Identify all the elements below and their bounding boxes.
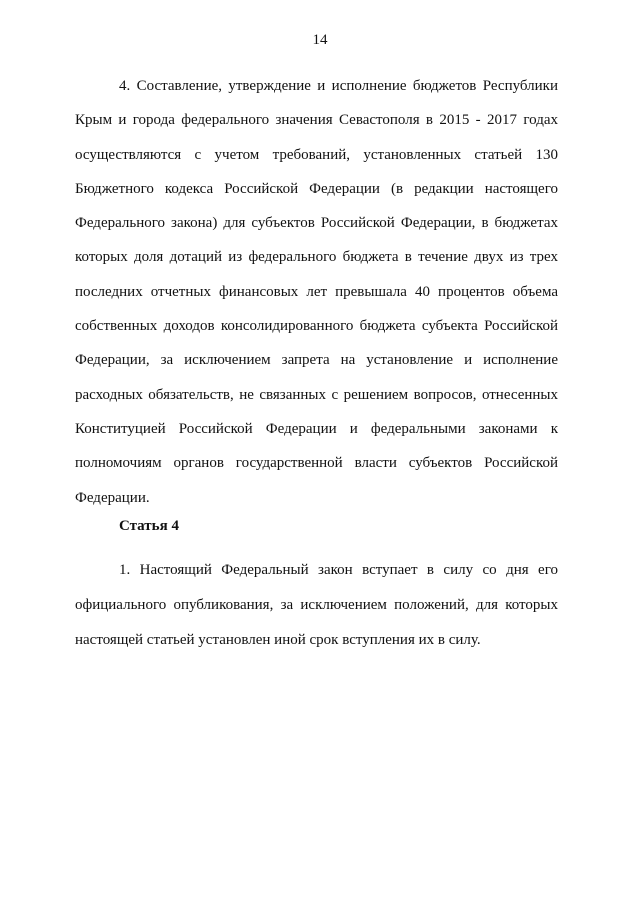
page-number: 14 [312, 32, 328, 48]
article-heading: Статья 4 [119, 518, 179, 534]
paragraph-item-4: 4. Составление, утверждение и исполнение бюджетов Республики Крым и города федерального значения Севастополя в 2015 - 2017 годах осуществляются с учетом требований, установленных статьей 130 Бюджетного кодекса Российской Федерации (в редакции настоящего Федерального закона) для субъектов Российской Федерации, в бюджетах которых доля дотаций из федерального бюджета в течение двух из трех последних отчетных финансовых лет превышала 40 процентов объема собственных доходов консолидированного бюджета субъекта Российской Федерации, за исключением запрета на установление и исполнение расходных обязательств, не связанных с решением вопросов, отнесенных Конституцией Российской Федерации и федеральными законами к полномочиям органов государственной власти субъектов Российской Федерации. [75, 78, 558, 506]
article-paragraph-1: 1. Настоящий Федеральный закон вступает в силу со дня его официального опубликования, за исключением положений, для которых настоящей статьей установлен иной срок вступления их в силу. [75, 562, 558, 648]
